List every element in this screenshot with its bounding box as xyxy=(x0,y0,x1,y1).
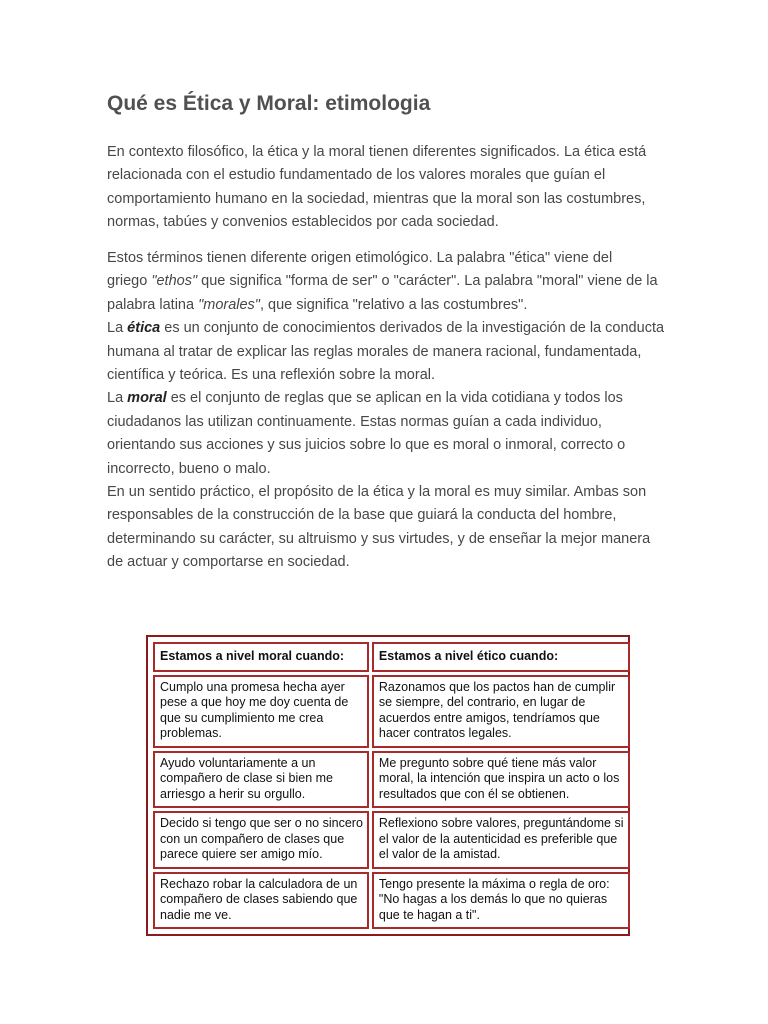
table-header-row xyxy=(153,642,630,672)
text-line: humana al tratar de explicar las reglas morales de manera racional, fundamentada, xyxy=(107,343,642,360)
text-line xyxy=(107,294,659,317)
text-line: determinando su carácter, su altruismo y sus virtudes, y de enseñar la mejor manera xyxy=(107,530,651,547)
ethos-term: "ethos" xyxy=(151,273,198,290)
header-etico: Estamos a nivel ético cuando: xyxy=(372,642,630,672)
comparison-table xyxy=(146,635,630,936)
text-line: comportamiento humano en la sociedad, mientras que la moral son las costumbres, xyxy=(107,190,646,207)
header-moral: Estamos a nivel moral cuando: xyxy=(153,642,369,672)
text-segment: griego xyxy=(107,273,152,290)
text-line: ciudadanos las utilizan continuamente. Estas normas guían a cada individuo, xyxy=(107,413,602,430)
table-cell xyxy=(372,872,630,930)
cell-line: hacer contratos legales. xyxy=(378,726,512,740)
text-line: de actuar y comportarse en sociedad. xyxy=(107,554,350,571)
text-line: normas, tabúes y convenios establecidos por cada sociedad. xyxy=(107,214,499,231)
text-line: relacionada con el estudio fundamentado de los valores morales que guían el xyxy=(107,167,606,184)
cell-line: "No hagas a los demás lo que no quieras xyxy=(378,892,608,906)
cell-line: Decido si tengo que ser o no sincero xyxy=(160,816,363,830)
text-segment: , que significa "relativo a las costumbres". xyxy=(259,296,528,313)
cell-line: Reflexiono sobre valores, preguntándome si xyxy=(378,816,624,830)
text-segment: es un conjunto de conocimientos derivados de la investigación de la conducta xyxy=(160,320,665,337)
cell-line: Ayudo voluntariamente a un xyxy=(160,755,316,770)
text-segment: La xyxy=(107,390,128,407)
table-row xyxy=(153,751,630,809)
table-cell xyxy=(153,811,369,869)
table-row xyxy=(153,675,630,748)
cell-line: Tengo presente la máxima o regla de oro: xyxy=(378,876,610,891)
cell-line: Cumplo una promesa hecha ayer xyxy=(160,679,345,694)
text-line: Estos términos tienen diferente origen etimológico. La palabra "ética" viene del xyxy=(107,250,613,266)
morales-term: "morales" xyxy=(198,296,260,313)
cell-line: parece quiere ser amigo mío. xyxy=(160,847,323,861)
text-line: científica y teórica. Es una reflexión sobre la moral. xyxy=(107,367,436,384)
table-cell xyxy=(153,751,369,809)
cell-line: Me pregunto sobre qué tiene más valor xyxy=(378,755,597,770)
text-segment: palabra latina xyxy=(107,296,199,313)
cell-line: compañero de clases sabiendo que xyxy=(160,892,358,906)
table-cell xyxy=(372,751,630,809)
text-line: orientando sus acciones y sus juicios sobre lo que es moral o inmoral, correcto o xyxy=(107,437,626,454)
text-line: En un sentido práctico, el propósito de la ética y la moral es muy similar. Ambas son xyxy=(107,484,647,501)
cell-line: arriesgo a herir su orgullo. xyxy=(160,786,306,801)
cell-line: Rechazo robar la calculadora de un xyxy=(160,876,358,891)
cell-line: pese a que hoy me doy cuenta de xyxy=(160,695,349,709)
text-line: incorrecto, bueno o malo. xyxy=(107,460,271,477)
cell-line: se siempre, del contrario, en lugar de xyxy=(378,695,586,709)
text-segment: que significa "forma de ser" o "carácter". La palabra "moral" viene de la xyxy=(197,273,658,290)
table-row xyxy=(153,872,630,930)
table-cell xyxy=(372,811,630,869)
intro-paragraph xyxy=(107,141,659,235)
cell-line: resultados que con él se obtienen. xyxy=(378,786,570,801)
cell-line: problemas. xyxy=(160,726,222,740)
cell-line: acuerdos entre amigos, tendríamos que xyxy=(378,710,600,725)
etica-term: ética xyxy=(127,320,161,337)
text-segment: La xyxy=(107,320,128,337)
text-line: responsables de la construcción de la base que guiará la conducta del hombre, xyxy=(107,507,617,524)
cell-line: con un compañero de clases que xyxy=(160,831,345,846)
moral-term: moral xyxy=(127,390,167,407)
table-row xyxy=(153,811,630,869)
table-cell xyxy=(372,675,630,748)
text-line xyxy=(107,317,665,340)
cell-line: nadie me ve. xyxy=(160,907,232,922)
text-line xyxy=(107,270,659,293)
cell-line: moral, la intención que inspira un acto o los xyxy=(378,771,620,785)
page-title: Qué es Ética y Moral: etimologia xyxy=(107,92,431,115)
text-segment: es el conjunto de reglas que se aplican en la vida cotidiana y todos los xyxy=(166,390,623,407)
text-line xyxy=(107,387,659,410)
cell-line: compañero de clase si bien me xyxy=(160,771,334,785)
cell-line: el valor de la amistad. xyxy=(378,847,501,861)
etymology-paragraph xyxy=(107,247,665,575)
cell-line: que te hagan a ti". xyxy=(378,907,480,922)
table-cell xyxy=(153,872,369,930)
cell-line: el valor de la autenticidad es preferible que xyxy=(378,831,618,846)
cell-line: que su cumplimiento me crea xyxy=(160,710,324,725)
table-cell xyxy=(153,675,369,748)
cell-line: Razonamos que los pactos han de cumplir xyxy=(378,679,616,694)
text-line: En contexto filosófico, la ética y la moral tienen diferentes significados. La ética está xyxy=(107,144,647,160)
